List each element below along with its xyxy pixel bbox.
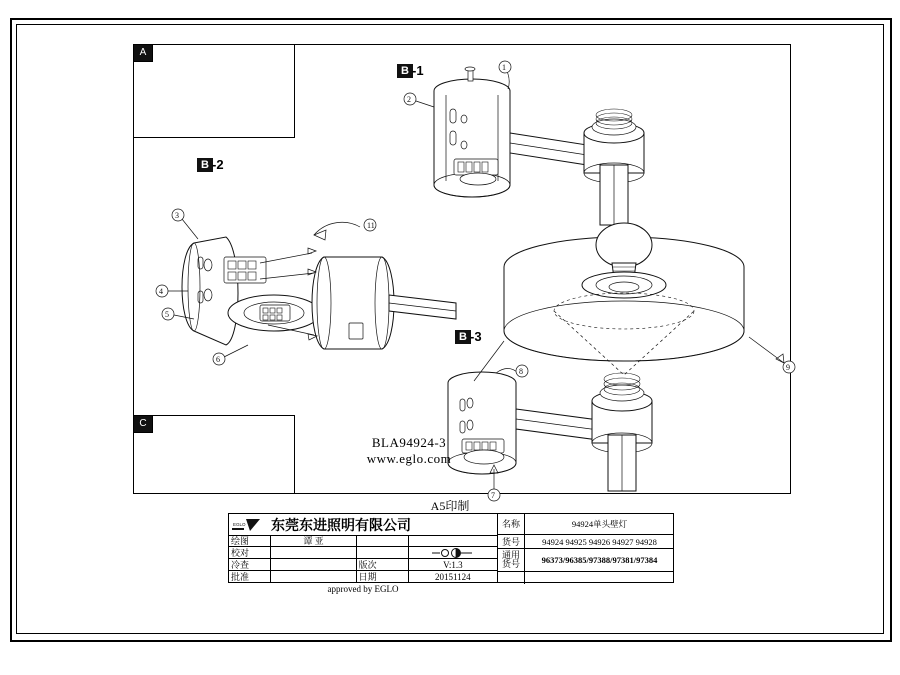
approved-by: approved by EGLO xyxy=(327,584,399,594)
article-no-value: 94924 94925 94926 94927 94928 xyxy=(542,536,657,547)
row-value-draw: 谭 亚 xyxy=(271,535,356,546)
svg-text:4: 4 xyxy=(159,287,163,296)
product-name-value: 94924单头壁灯 xyxy=(571,519,628,529)
svg-text:9: 9 xyxy=(786,363,790,372)
svg-text:3: 3 xyxy=(175,211,179,220)
logo-cell xyxy=(409,547,497,558)
svg-text:7: 7 xyxy=(491,491,495,500)
svg-text:8: 8 xyxy=(519,367,523,376)
svg-text:5: 5 xyxy=(165,310,169,319)
product-code: BLA94924-3 xyxy=(371,435,447,450)
row-label2-draw xyxy=(357,535,409,546)
row-label-draw: 绘图 xyxy=(229,535,271,546)
row-value-review xyxy=(271,559,356,570)
svg-text:6: 6 xyxy=(216,355,220,364)
common-no-value: 96373/96385/97388/97381/97384 xyxy=(541,555,658,565)
detail-tag-a: A xyxy=(134,45,153,62)
company-header xyxy=(229,514,497,536)
row-label-check: 校对 xyxy=(229,547,271,558)
detail-tag-c: C xyxy=(134,416,153,433)
print-note: A5印制 xyxy=(430,499,470,513)
row-value-version: V:1.3 xyxy=(443,559,463,570)
row-label-date: 日期 xyxy=(357,571,409,582)
eglo-logo xyxy=(229,515,271,534)
row-value-date: 20151124 xyxy=(435,571,471,582)
row-value2-draw xyxy=(409,535,497,546)
article-no-row xyxy=(498,535,674,549)
product-name-row xyxy=(498,514,674,535)
svg-text:EGLO: EGLO xyxy=(233,521,246,527)
step-tag-b3: B xyxy=(455,330,471,344)
row-label-approve: 批准 xyxy=(229,571,271,582)
row-value-check xyxy=(271,547,356,558)
row-value-approve xyxy=(271,571,356,582)
step-tag-b3-suffix: -3 xyxy=(470,329,482,344)
article-no-key: 货号 xyxy=(498,535,525,548)
title-block-right xyxy=(497,514,674,582)
website-url: www.eglo.com xyxy=(366,451,452,466)
row-label2-check xyxy=(357,547,409,558)
svg-text:11: 11 xyxy=(367,221,375,230)
title-block-rows xyxy=(229,535,497,595)
title-block-left xyxy=(229,514,497,594)
common-no-key: 通用货号 xyxy=(498,549,525,571)
svg-text:2: 2 xyxy=(407,95,411,104)
detail-box-c xyxy=(133,415,295,494)
step-tag-b1: B xyxy=(397,64,413,78)
company-name: 东莞东进照明有限公司 xyxy=(271,518,411,534)
step-tag-b1-suffix: -1 xyxy=(412,63,424,78)
product-name-key: 名称 xyxy=(498,514,525,534)
row-label-version: 版次 xyxy=(357,559,409,570)
blank-value xyxy=(525,572,674,584)
row-label-review: 冷查 xyxy=(229,559,271,570)
blank-row xyxy=(498,572,674,584)
svg-text:1: 1 xyxy=(502,63,506,72)
common-no-row xyxy=(498,549,674,572)
step-tag-b2: B xyxy=(197,158,213,172)
title-block xyxy=(228,513,674,594)
detail-box-a xyxy=(133,44,295,138)
title-row-draw xyxy=(229,535,497,547)
blank-key xyxy=(498,572,525,584)
step-tag-b2-suffix: -2 xyxy=(212,157,224,172)
title-row-approve xyxy=(229,571,497,583)
